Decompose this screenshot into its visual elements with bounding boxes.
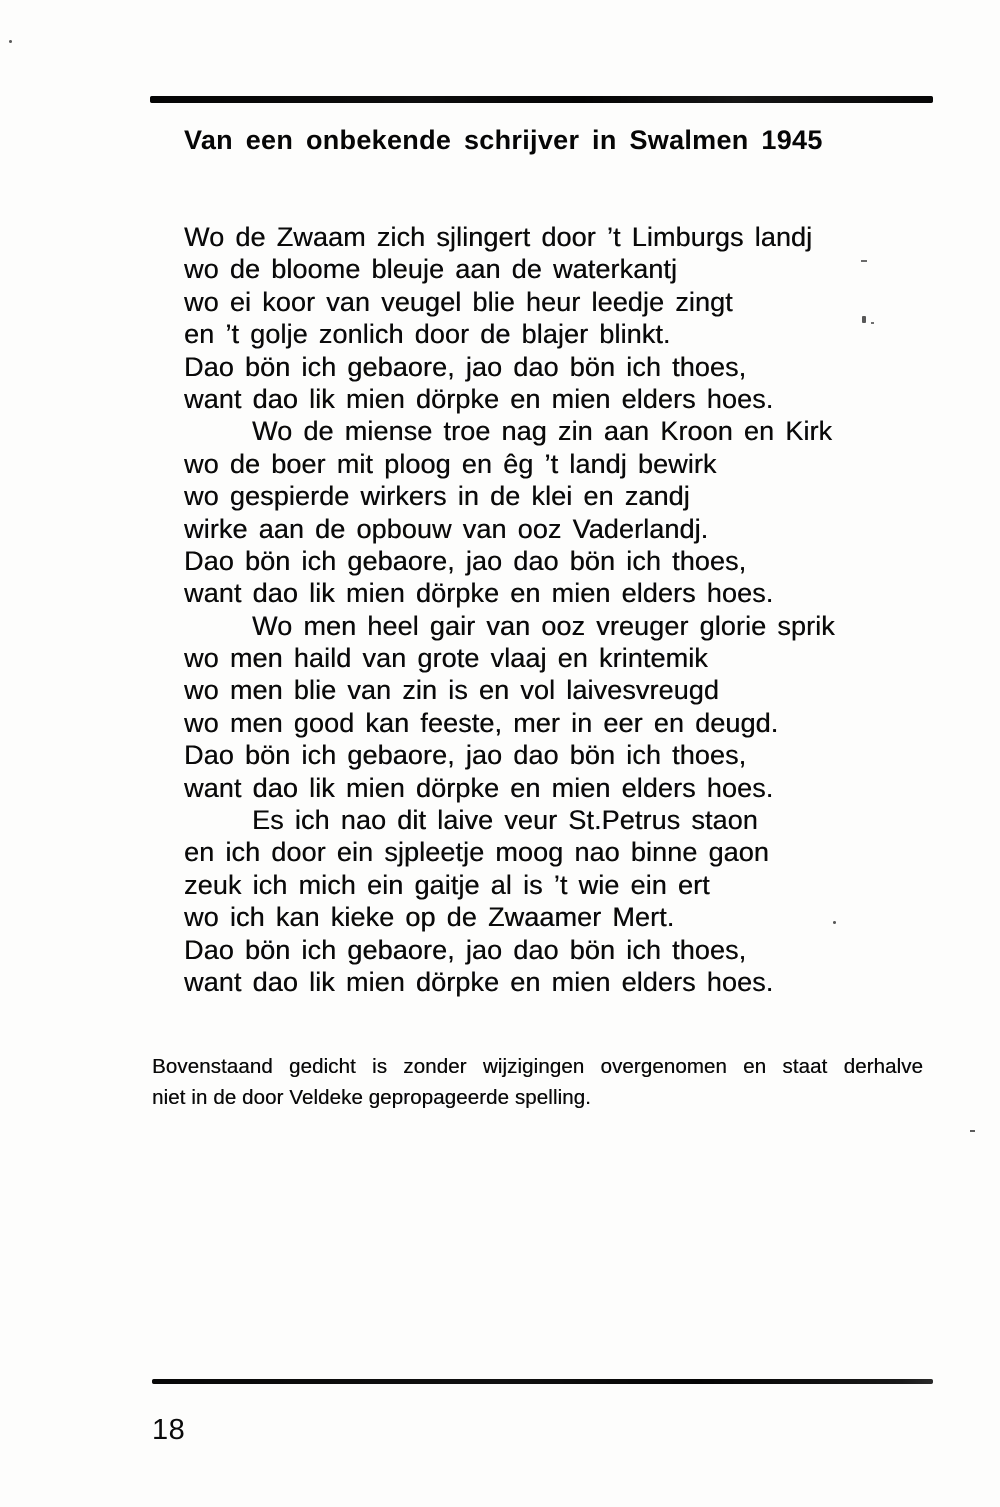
poem-line: wo men blie van zin is en vol laivesvreugd xyxy=(184,675,719,706)
poem-line: Wo de miense troe nag zin aan Kroon en Kirk xyxy=(252,416,833,447)
poem-line: want dao lik mien dörpke en mien elders hoes. xyxy=(184,578,774,609)
scan-artifact xyxy=(970,1130,975,1132)
poem-line: wo ei koor van veugel blie heur leedje zingt xyxy=(184,286,733,317)
poem-line: Wo men heel gair van ooz vreuger glorie sprik xyxy=(252,610,835,641)
poem xyxy=(184,221,835,998)
poem-line: wo de bloome bleuje aan de waterkantj xyxy=(184,254,678,285)
scan-artifact xyxy=(833,921,836,924)
page-title: Van een onbekende schrijver in Swalmen 1945 xyxy=(184,125,823,155)
poem-line: Dao bön ich gebaore, jao dao bön ich thoes, xyxy=(184,934,747,965)
footnote-line: Bovenstaand gedicht is zonder wijzigingen overgenomen en staat derhalve xyxy=(152,1055,923,1078)
poem-line: wo men haild van grote vlaaj en krintemik xyxy=(184,643,708,674)
poem-line: Wo de Zwaam zich sjlingert door ’t Limburgs landj xyxy=(184,222,813,252)
poem-line: wirke aan de opbouw van ooz Vaderlandj. xyxy=(184,513,709,544)
poem-line: want dao lik mien dörpke en mien elders hoes. xyxy=(184,383,774,414)
poem-line: en ich door ein sjpleetje moog nao binne gaon xyxy=(184,837,769,868)
top-rule xyxy=(150,96,933,103)
footnote-line: niet in de door Veldeke gepropageerde spelling. xyxy=(152,1086,591,1109)
page-number: 18 xyxy=(152,1414,186,1446)
footnote xyxy=(152,1051,923,1113)
scan-artifact xyxy=(862,316,866,323)
poem-line: want dao lik mien dörpke en mien elders hoes. xyxy=(184,966,774,997)
poem-line: zeuk ich mich ein gaitje al is ’t wie ein ert xyxy=(184,869,710,900)
poem-line: Dao bön ich gebaore, jao dao bön ich thoes, xyxy=(184,545,747,576)
poem-line: wo men good kan feeste, mer in eer en deugd. xyxy=(184,707,779,738)
poem-line: Es ich nao dit laive veur St.Petrus staon xyxy=(252,805,758,836)
scan-artifact xyxy=(861,260,867,262)
poem-line: Dao bön ich gebaore, jao dao bön ich thoes, xyxy=(184,351,747,382)
poem-line: wo gespierde wirkers in de klei en zandj xyxy=(184,481,690,512)
poem-line: want dao lik mien dörpke en mien elders hoes. xyxy=(184,772,774,803)
scan-artifact xyxy=(9,40,12,43)
poem-line: wo ich kan kieke op de Zwaamer Mert. xyxy=(184,902,675,933)
bottom-rule xyxy=(152,1379,933,1384)
scan-artifact xyxy=(871,322,874,324)
poem-line: wo de boer mit ploog en êg ’t landj bewirk xyxy=(184,448,717,479)
poem-line: en ’t golje zonlich door de blajer blinkt. xyxy=(184,319,671,350)
poem-line: Dao bön ich gebaore, jao dao bön ich thoes, xyxy=(184,740,747,771)
